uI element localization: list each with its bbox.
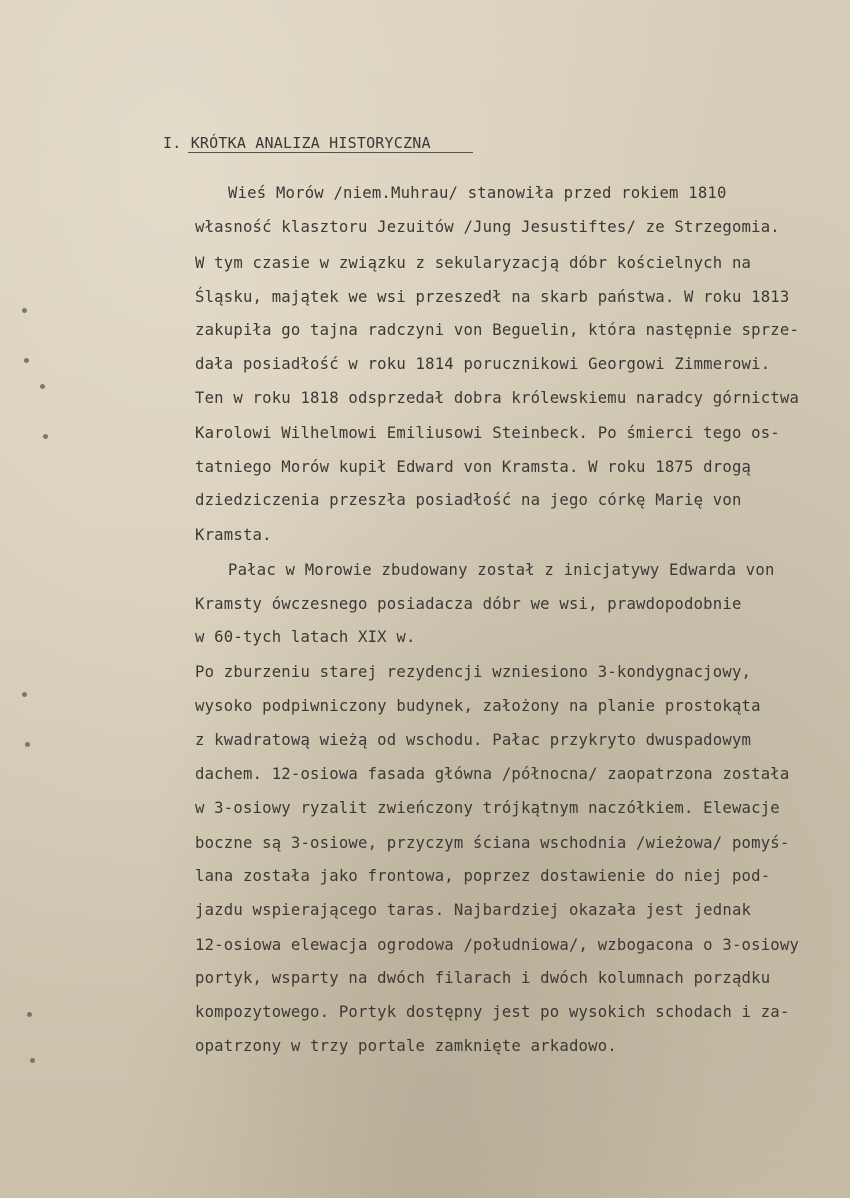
punch-hole-mark — [25, 742, 30, 747]
punch-hole-mark — [30, 1058, 35, 1063]
text-line-23: 12-osiowa elewacja ogrodowa /południowa/, wzbogacona o 3-osiowy — [195, 936, 800, 954]
text-line-25: kompozytowego. Portyk dostępny jest po wysokich schodach i za- — [195, 1003, 790, 1021]
punch-hole-mark — [43, 434, 48, 439]
punch-hole-mark — [24, 358, 29, 363]
text-line-26: opatrzony w trzy portale zamknięte arkadowo. — [195, 1037, 617, 1055]
text-line-16: wysoko podpiwniczony budynek, założony na planie prostokąta — [195, 697, 761, 715]
text-line-20: boczne są 3-osiowe, przyczym ściana wschodnia /wieżowa/ pomyś- — [195, 834, 790, 852]
text-line-3: W tym czasie w związku z sekularyzacją dóbr kościelnych na — [195, 254, 752, 272]
text-line-19: w 3-osiowy ryzalit zwieńczony trójkątnym naczółkiem. Elewacje — [195, 799, 780, 817]
text-line-17: z kwadratową wieżą od wschodu. Pałac przykryto dwuspadowym — [195, 731, 752, 749]
text-line-15: Po zburzeniu starej rezydencji wzniesiono 3-kondygnacjowy, — [195, 663, 752, 681]
text-line-24: portyk, wsparty na dwóch filarach i dwóch kolumnach porządku — [195, 969, 771, 987]
text-line-11: Kramsta. — [195, 526, 272, 544]
text-line-4: Śląsku, majątek we wsi przeszedł na skarb państwa. W roku 1813 — [195, 288, 790, 306]
text-line-8: Karolowi Wilhelmowi Emiliusowi Steinbeck. Po śmierci tego os- — [195, 424, 780, 442]
text-line-22: jazdu wspierającego taras. Najbardziej okazała jest jednak — [195, 901, 752, 919]
text-line-18: dachem. 12-osiowa fasada główna /północna/ zaopatrzona została — [195, 765, 790, 783]
text-line-6: dała posiadłość w roku 1814 porucznikowi Georgowi Zimmerowi. — [195, 355, 771, 373]
punch-hole-mark — [27, 1012, 32, 1017]
punch-hole-mark — [22, 308, 27, 313]
text-line-13: Kramsty ówczesnego posiadacza dóbr we wsi, prawdopodobnie — [195, 595, 742, 613]
section-heading: I. KRÓTKA ANALIZA HISTORYCZNA — [163, 134, 431, 152]
punch-hole-mark — [22, 692, 27, 697]
text-line-12: Pałac w Morowie zbudowany został z inicjatywy Edwarda von — [228, 561, 775, 579]
text-line-9: tatniego Morów kupił Edward von Kramsta. W roku 1875 drogą — [195, 458, 752, 476]
text-line-10: dziedziczenia przeszła posiadłość na jego córkę Marię von — [195, 491, 742, 509]
text-line-21: lana została jako frontowa, poprzez dostawienie do niej pod- — [195, 867, 771, 885]
text-line-5: zakupiła go tajna radczyni von Beguelin, która następnie sprze- — [195, 321, 800, 339]
text-line-14: w 60-tych latach XIX w. — [195, 628, 416, 646]
text-line-1: Wieś Morów /niem.Muhrau/ stanowiła przed rokiem 1810 — [228, 184, 727, 202]
text-line-7: Ten w roku 1818 odsprzedał dobra królewskiemu naradcy górnictwa — [195, 389, 800, 407]
punch-hole-mark — [40, 384, 45, 389]
heading-underline — [188, 152, 473, 153]
text-line-2: własność klasztoru Jezuitów /Jung Jesustiftes/ ze Strzegomia. — [195, 218, 780, 236]
